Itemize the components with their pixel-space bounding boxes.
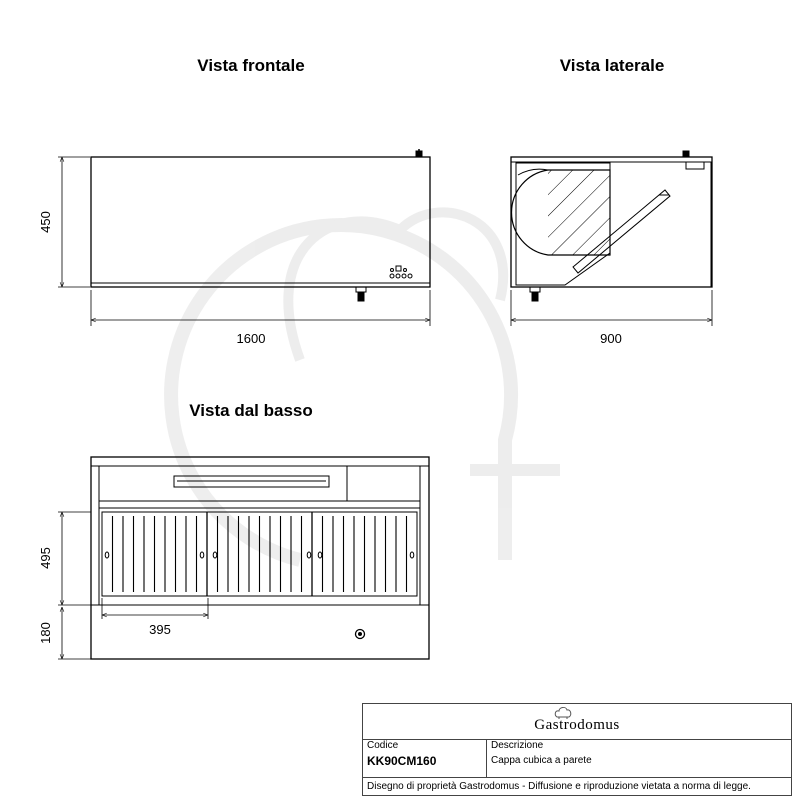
- bottom-depth-label: 495: [38, 547, 53, 569]
- description-value: Cappa cubica a parete: [491, 755, 592, 766]
- depth-dimension-label: 900: [600, 331, 622, 346]
- code-cell: [363, 739, 487, 777]
- height-dimension-label: 450: [38, 211, 53, 233]
- filter-handle-icon[interactable]: [213, 552, 217, 558]
- side-drain-valve-icon: [530, 287, 540, 301]
- bottom-view: [91, 457, 429, 659]
- front-strip-dimension: [58, 607, 91, 659]
- side-view: [511, 151, 712, 301]
- width-dimension-label: 1600: [236, 331, 266, 346]
- code-label: Codice: [367, 740, 399, 751]
- filter-handle-icon[interactable]: [410, 552, 414, 558]
- side-hood-body: [511, 157, 712, 287]
- bottom-depth-dimension: [58, 512, 91, 605]
- brand-header: [363, 704, 791, 740]
- brand-name: Gastrodomus: [534, 717, 620, 733]
- top-connector-icon: [416, 149, 422, 157]
- copyright-notice: Disegno di proprietà Gastrodomus - Diffusione e riproduzione vietata a norma di legge.: [367, 781, 751, 792]
- filter-slats: [113, 512, 407, 596]
- description-cell: [487, 739, 791, 777]
- bottom-view-title: Vista dal basso: [189, 401, 313, 420]
- control-panel-icon: [390, 266, 412, 278]
- front-width-dimension: [91, 290, 430, 326]
- filter-handle-icon[interactable]: [105, 552, 109, 558]
- filter-handle-icon[interactable]: [318, 552, 322, 558]
- front-height-dimension: [58, 157, 90, 287]
- filter-handle-icon[interactable]: [200, 552, 204, 558]
- filter-width-label: 395: [149, 622, 171, 637]
- description-label: Descrizione: [491, 740, 544, 751]
- bottom-drain-icon: [356, 630, 365, 639]
- side-view-title: Vista laterale: [559, 56, 665, 75]
- front-view-title: Vista frontale: [197, 56, 305, 75]
- filter-width-dimension: [102, 598, 208, 619]
- title-block-row: [363, 739, 791, 778]
- code-value: KK90CM160: [367, 754, 437, 768]
- filter-handle-icon[interactable]: [307, 552, 311, 558]
- front-strip-label: 180: [38, 622, 53, 644]
- drain-valve-icon: [356, 287, 366, 301]
- side-connector-icon: [683, 151, 689, 157]
- side-depth-dimension: [511, 290, 712, 326]
- title-block: [362, 703, 792, 796]
